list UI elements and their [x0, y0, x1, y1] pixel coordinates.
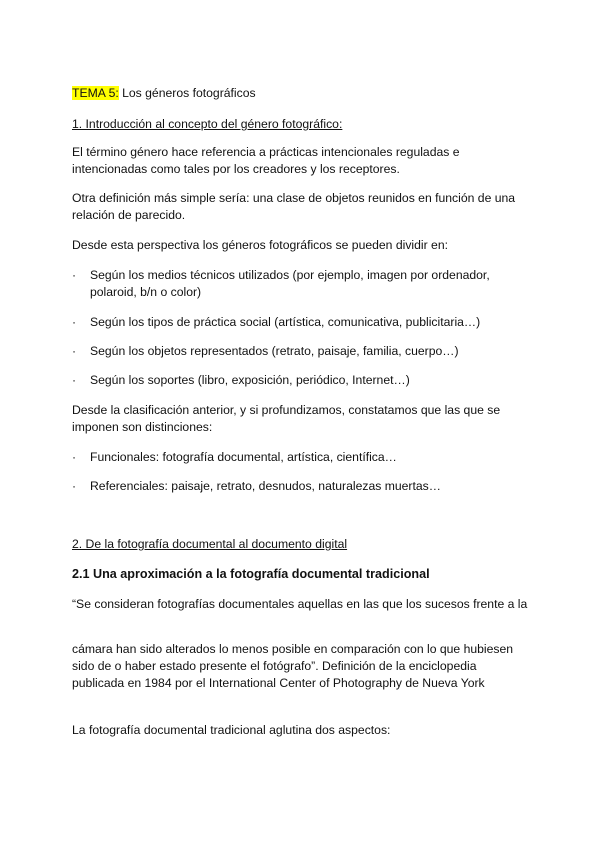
subsection-heading: 2.1 Una aproximación a la fotografía documental tradicional: [72, 567, 430, 581]
bullet-dot: ·: [72, 479, 77, 493]
title-text: Los géneros fotográficos: [118, 86, 256, 100]
bullet-dot: ·: [72, 450, 77, 464]
bullet-text: Según los tipos de práctica social (artística, comunicativa, publicitaria…): [90, 315, 481, 329]
section2-heading: 2. De la fotografía documental al documento digital: [72, 537, 348, 551]
bullet-text: Según los medios técnicos utilizados (por ejemplo, imagen por ordenador, polaroid, b/n o color): [90, 268, 490, 299]
bullet-text: Referenciales: paisaje, retrato, desnudos, naturalezas muertas…: [90, 479, 441, 493]
paragraph-quote-start: “Se consideran fotografías documentales aquellas en las que los sucesos frente a la: [72, 597, 528, 611]
doc-title: [72, 85, 528, 102]
bullet-dot: ·: [72, 373, 77, 387]
section1-heading: 1. Introducción al concepto del género fotográfico:: [72, 117, 343, 131]
bullet-text: Según los objetos representados (retrato, paisaje, familia, cuerpo…): [90, 344, 459, 358]
bullet-dot: ·: [72, 268, 77, 282]
paragraph-perspective: Desde esta perspectiva los géneros fotográficos se pueden dividir en:: [72, 238, 449, 252]
bullet-dot: ·: [72, 315, 77, 329]
paragraph-two-aspects: La fotografía documental tradicional aglutina dos aspectos:: [72, 723, 391, 737]
title-highlight-label: TEMA 5:: [72, 86, 119, 100]
bullet-text: Según los soportes (libro, exposición, periódico, Internet…): [90, 373, 410, 387]
paragraph-quote-continuation: cámara han sido alterados lo menos posible en comparación con lo que hubiesen sido de o haber estado presente el fotógrafo”. Definición de la enciclopedia publicada en 1984 por el International Center of Photography de Nueva York: [72, 642, 514, 690]
paragraph-simple-definition: Otra definición más simple sería: una clase de objetos reunidos en función de una relación de parecido.: [72, 191, 516, 222]
bullet-text: Funcionales: fotografía documental, artística, científica…: [90, 450, 397, 464]
bullet-dot: ·: [72, 344, 77, 358]
paragraph-classification: Desde la clasificación anterior, y si profundizamos, constatamos que las que se imponen son distinciones:: [72, 403, 501, 434]
paragraph-genre-definition: El término género hace referencia a prácticas intencionales reguladas e intencionadas como tales por los creadores y los receptores.: [72, 145, 460, 176]
